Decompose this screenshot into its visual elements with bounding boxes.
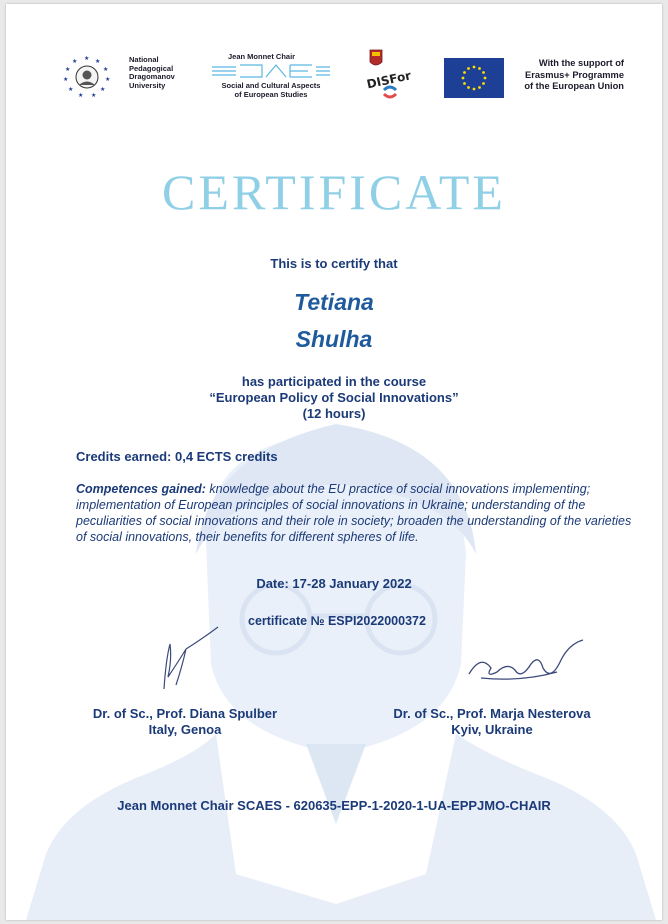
participation-line: has participated in the course: [241, 374, 427, 389]
svg-text:★: ★: [65, 66, 71, 73]
competences-text: knowledge about the EU practice of social innovations implementing; implementation of European principles of social innovations in Ukraine; understanding of the peculiarities of social innovations and their role in society; broaden the understanding of the varieties of social innovations, their benefits for different spheres of life.: [76, 482, 632, 544]
scaes-chair-label: Jean Monnet Chair: [228, 52, 296, 61]
signature-spulber: [146, 619, 226, 699]
competences-paragraph: [76, 481, 636, 545]
signature-nesterova: [461, 634, 586, 694]
signatory-left-name: Dr. of Sc., Prof. Diana Spulber: [92, 706, 278, 721]
scaes-logo: [210, 61, 332, 81]
svg-text:★: ★: [84, 55, 90, 62]
university-emblem-icon: [62, 54, 112, 100]
project-footer: Jean Monnet Chair SCAES - 620635-EPP-1-2020-1-UA-EPPJMO-CHAIR: [117, 798, 551, 813]
course-title: “European Policy of Social Innovations”: [209, 390, 459, 405]
signatory-left-place: Italy, Genoa: [148, 722, 222, 737]
svg-text:★: ★: [95, 58, 101, 65]
course-hours: (12 hours): [302, 406, 366, 421]
svg-text:★: ★: [105, 76, 111, 83]
logo-bar: [6, 4, 662, 114]
credits-earned: Credits earned: 0,4 ECTS credits: [76, 449, 278, 464]
competences-label: Competences gained:: [76, 482, 206, 496]
disfor-logo: [358, 48, 420, 102]
course-date: Date: 17-28 January 2022: [256, 576, 412, 591]
eu-flag-icon: [444, 58, 504, 98]
certificate-title: CERTIFICATE: [162, 164, 506, 220]
svg-text:DISFor: DISFor: [365, 68, 413, 92]
certificate-number: certificate № ESPI2022000372: [248, 614, 426, 628]
svg-text:★: ★: [63, 76, 69, 83]
signatory-left: [65, 706, 305, 738]
recipient-last-name: Shulha: [295, 326, 373, 352]
svg-text:★: ★: [68, 86, 74, 93]
svg-text:★: ★: [78, 92, 84, 99]
signatory-right-place: Kyiv, Ukraine: [451, 722, 533, 737]
certificate-page: [6, 4, 662, 920]
svg-text:★: ★: [72, 58, 78, 65]
recipient-first-name: Tetiana: [294, 289, 374, 315]
signatory-right-name: Dr. of Sc., Prof. Marja Nesterova: [393, 706, 591, 721]
certify-line: This is to certify that: [270, 256, 398, 271]
university-name: National Pedagogical Dragomanov University: [129, 55, 175, 90]
scaes-subtitle: Social and Cultural Aspects of European Studies: [221, 81, 321, 99]
svg-text:★: ★: [103, 66, 109, 73]
eu-support-text: With the support of Erasmus+ Programme of the European Union: [524, 58, 624, 91]
signatory-right: [372, 706, 612, 738]
svg-text:★: ★: [100, 86, 106, 93]
course-block: [6, 374, 662, 422]
svg-text:★: ★: [91, 92, 97, 99]
